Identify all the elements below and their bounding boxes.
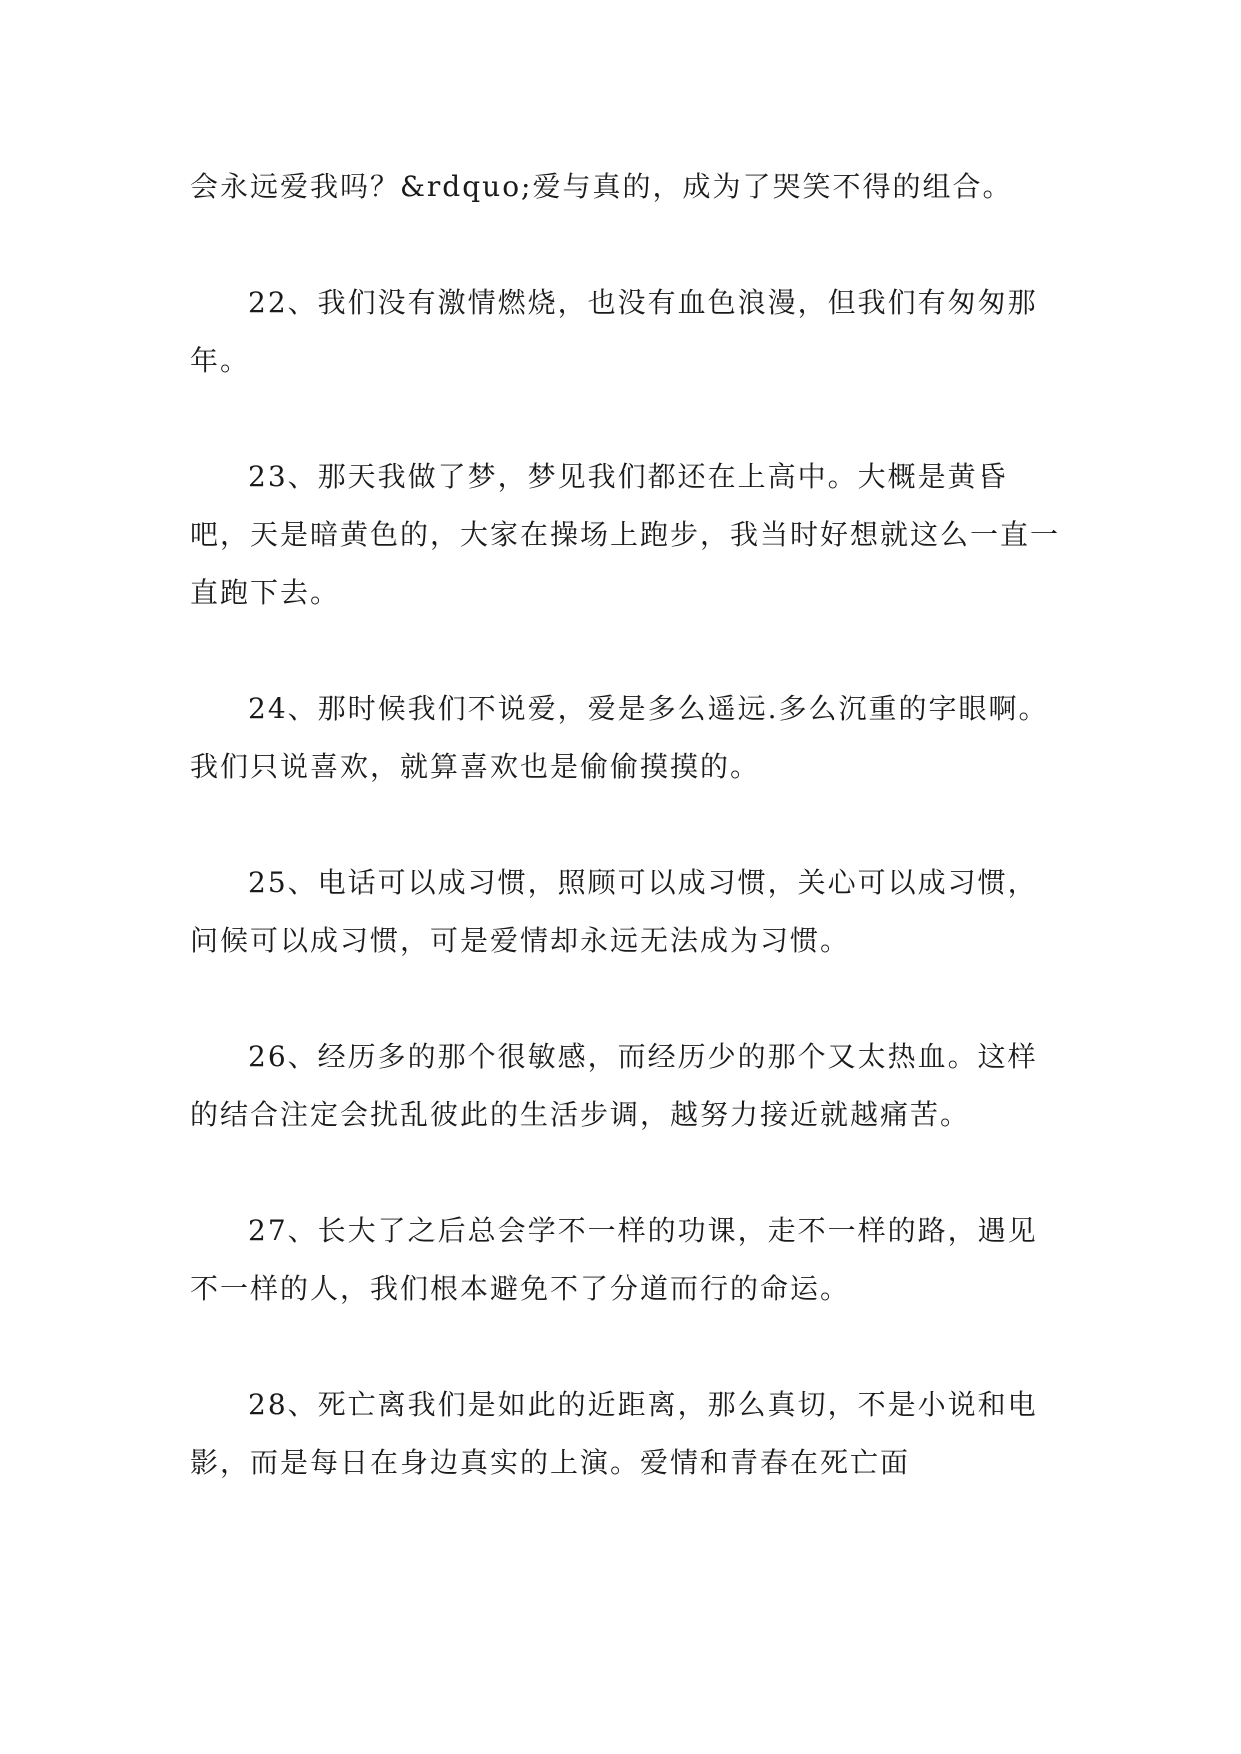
paragraph-26: 26、经历多的那个很敏感，而经历少的那个又太热血。这样的结合注定会扰乱彼此的生活步调，越努力接近就越痛苦。 (190, 1040, 1038, 1131)
paragraph-28: 28、死亡离我们是如此的近距离，那么真切，不是小说和电影，而是每日在身边真实的上演。爱情和青春在死亡面 (190, 1388, 1038, 1479)
paragraph-22: 22、我们没有激情燃烧，也没有血色浪漫，但我们有匆匆那年。 (190, 286, 1038, 377)
document-body (190, 158, 1060, 1550)
paragraph-25: 25、电话可以成习惯，照顾可以成习惯，关心可以成习惯，问候可以成习惯，可是爱情却永远无法成为习惯。 (190, 866, 1038, 957)
paragraph-continuation: 会永远爱我吗？&rdquo;爱与真的，成为了哭笑不得的组合。 (190, 170, 1013, 203)
paragraph-24: 24、那时候我们不说爱，爱是多么遥远.多么沉重的字眼啊。我们只说喜欢，就算喜欢也是偷偷摸摸的。 (190, 692, 1049, 783)
paragraph-27: 27、长大了之后总会学不一样的功课，走不一样的路，遇见不一样的人，我们根本避免不了分道而行的命运。 (190, 1214, 1038, 1305)
paragraph-23: 23、那天我做了梦，梦见我们都还在上高中。大概是黄昏吧，天是暗黄色的，大家在操场上跑步，我当时好想就这么一直一直跑下去。 (190, 460, 1061, 609)
